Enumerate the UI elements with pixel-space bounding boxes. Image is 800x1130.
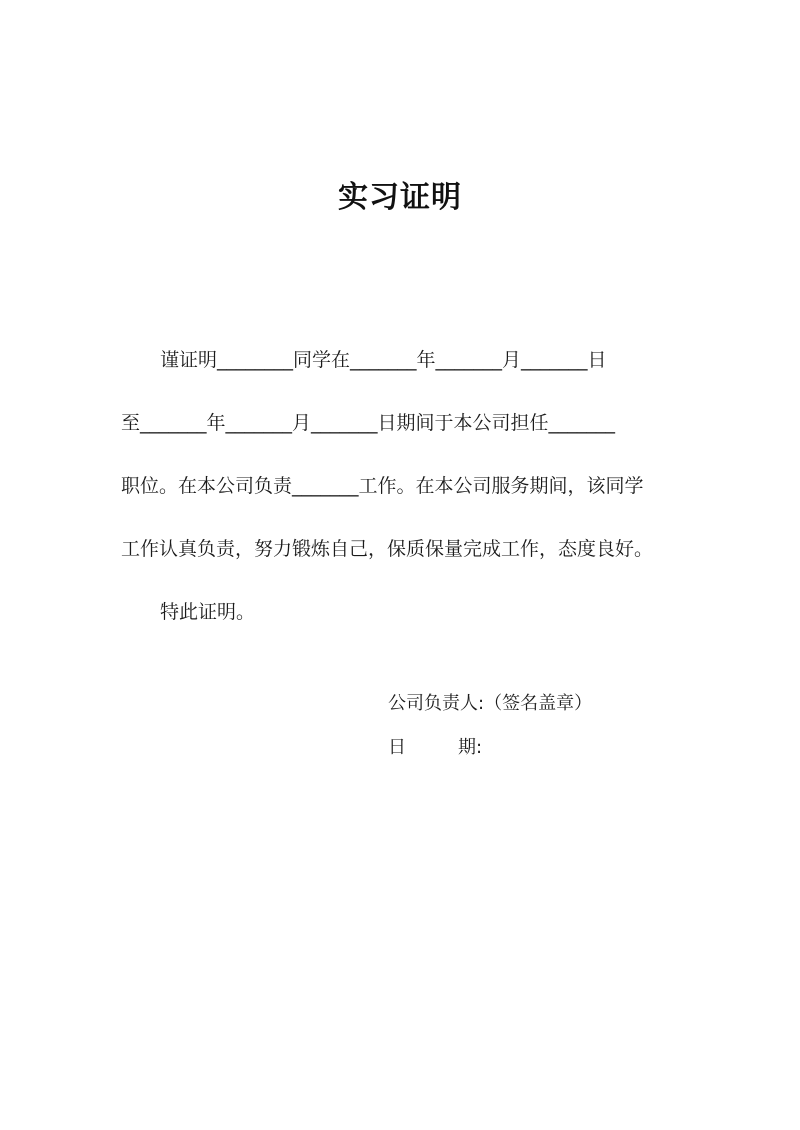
closing-statement: 特此证明。: [160, 601, 256, 623]
signature-label: 公司负责人:（签名盖章）: [388, 693, 593, 714]
date-label-char-1: 日: [388, 737, 406, 758]
paragraph-line-2: 至_______年_______月_______日期间于本公司担任_______: [121, 412, 616, 434]
paragraph-line-3: 职位。在本公司负责_______工作。在本公司服务期间，该同学: [121, 475, 644, 497]
date-line: [388, 736, 482, 760]
paragraph-line-1: 谨证明________同学在_______年_______月_______日: [160, 349, 607, 371]
paragraph-line-4: 工作认真负责，努力锻炼自己，保质保量完成工作，态度良好。: [121, 538, 654, 560]
document-title: 实习证明: [338, 180, 462, 215]
date-label-char-2: 期:: [458, 737, 483, 758]
